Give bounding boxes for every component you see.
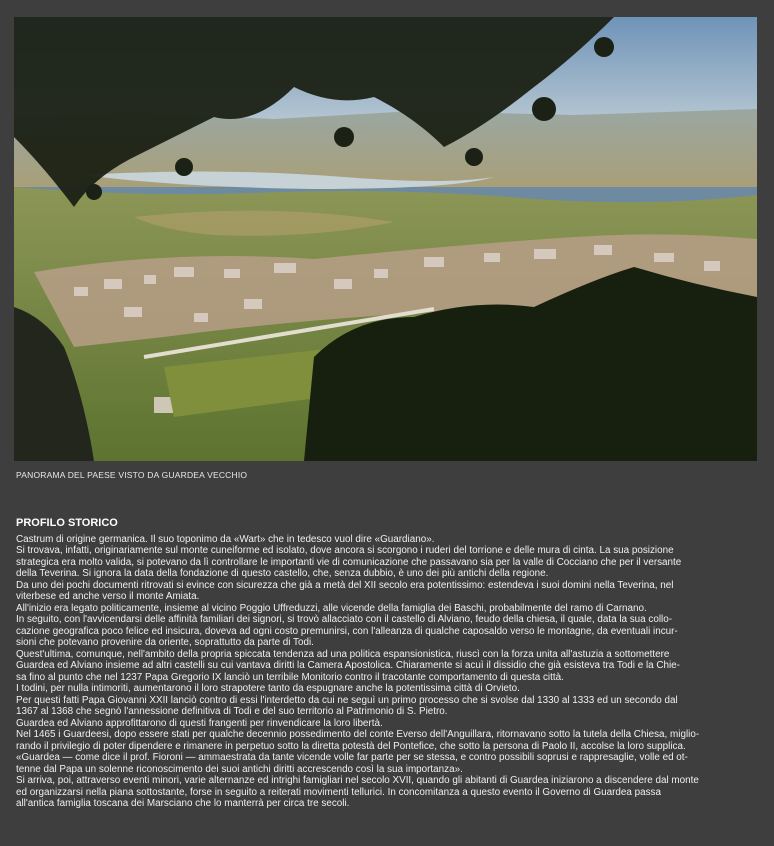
body-line: Si arriva, poi, attraverso eventi minori, varie alternanze ed intrighi famigliari nel secolo XVII, quando gli abitanti di Guardea iniziarono a discendere dal monte xyxy=(16,775,699,787)
body-line: strategica era molto valida, si potevano da lì controllare le importanti vie di comunicazione che passavano sia per la valle di Cocciano che per il versante xyxy=(16,556,682,568)
body-line: Da uno dei pochi documenti ritrovati si evince con sicurezza che già a metà del XII secolo era potentissimo: estendeva i suoi domini nella Teverina, nel xyxy=(16,579,674,591)
body-line: viterbese ed anche verso il monte Amiata. xyxy=(16,591,200,603)
body-line: cazione geografica poco felice ed insicura, doveva ad ogni costo premunirsi, con l'alleanza di qualche caposaldo verso le montagne, da eventuali incur- xyxy=(16,625,678,637)
body-line: tenne dal Papa un solenne riconoscimento dei suoi antichi diritti accrescendo così la sua importanza». xyxy=(16,763,463,775)
body-line: Per questi fatti Papa Giovanni XXII lanciò contro di essi l'interdetto da cui ne seguì un primo processo che si svolse dal 1330 al 1333 ed un secondo dal xyxy=(16,694,678,706)
body-line: All'inizio era legato politicamente, insieme al vicino Poggio Uffreduzzi, alle vicende della famiglia dei Baschi, probabilmente del ramo di Carnano. xyxy=(16,602,647,614)
panorama-illustration xyxy=(14,17,757,461)
section-title: PROFILO STORICO xyxy=(16,517,118,529)
body-line: Si trovava, infatti, originariamente sul monte cuneiforme ed isolato, dove ancora si scorgono i ruderi del torrione e delle mura di cinta. La sua posizione xyxy=(16,545,674,557)
body-line: sa fino al punto che nel 1237 Papa Gregorio IX lanciò un terribile Monitorio contro il tracotante comportamento di questa città. xyxy=(16,671,564,683)
body-line: In seguito, con l'avvicendarsi delle affinità familiari dei signori, si trovò allacciato con il castello di Alviano, feudo della chiesa, il quale, data la sua collo- xyxy=(16,614,673,626)
body-line: sioni che potevano provenire da oriente, soprattutto da parte di Todi. xyxy=(16,637,314,649)
body-line: I todini, per nulla intimoriti, aumentarono il loro strapotere tanto da espugnare anche la potentissima città di Orvieto. xyxy=(16,683,520,695)
body-line: Castrum di origine germanica. Il suo toponimo da «Wart» che in tedesco vuol dire «Guardiano». xyxy=(16,534,435,545)
photo-caption: PANORAMA DEL PAESE VISTO DA GUARDEA VECCHIO xyxy=(16,470,248,480)
body-line: Guardea ed Alviano insieme ad altri castelli su cui vantava diritti la Camera Apostolica. Chiaramente si acuì il dissidio che già esisteva tra Todi e la Chie- xyxy=(16,660,680,672)
body-line: della Teverina. Si ignora la data della fondazione di questo castello, che, senza dubbio, è uno dei più antichi della regione. xyxy=(16,568,549,580)
body-line: Guardea ed Alviano approfittarono di questi frangenti per rinvendicare la loro libertà. xyxy=(16,717,383,729)
body-line: Quest'ultima, comunque, nell'ambito della propria spiccata tendenza ad una politica espansionistica, riuscì con la forza unita all'astuzia a sottomettere xyxy=(16,648,670,660)
body-line: rando il privilegio di poter dipendere e rimanere in perpetuo sotto la diretta potestà del Pontefice, che sotto la persona di Paolo II, accolse la loro supplica. xyxy=(16,740,686,752)
panorama-photo xyxy=(14,17,757,461)
body-line: Nel 1465 i Guardeesi, dopo essere stati per qualche decennio possedimento del conte Everso dell'Anguillara, ritornavano sotto la tutela della Chiesa, miglio- xyxy=(16,729,700,741)
body-line: all'antica famiglia toscana dei Marsciano che lo manterrà per circa tre secoli. xyxy=(16,798,350,810)
body-line: 1367 al 1368 che segnò l'annessione definitiva di Todi e del suo territorio al Patrimonio di S. Pietro. xyxy=(16,706,448,718)
body-line: «Guardea — come dice il prof. Fioroni — ammaestrata da tante vicende volle far parte per se stessa, e contro possibili soprusi e rappresaglie, volle ed ot- xyxy=(16,752,688,764)
section-body xyxy=(16,534,762,810)
body-line: ed organizzarsi nella piana sottostante, forse in seguito a reiterati movimenti tellurici. In concomitanza a questo evento il Governo di Guardea passa xyxy=(16,786,661,798)
